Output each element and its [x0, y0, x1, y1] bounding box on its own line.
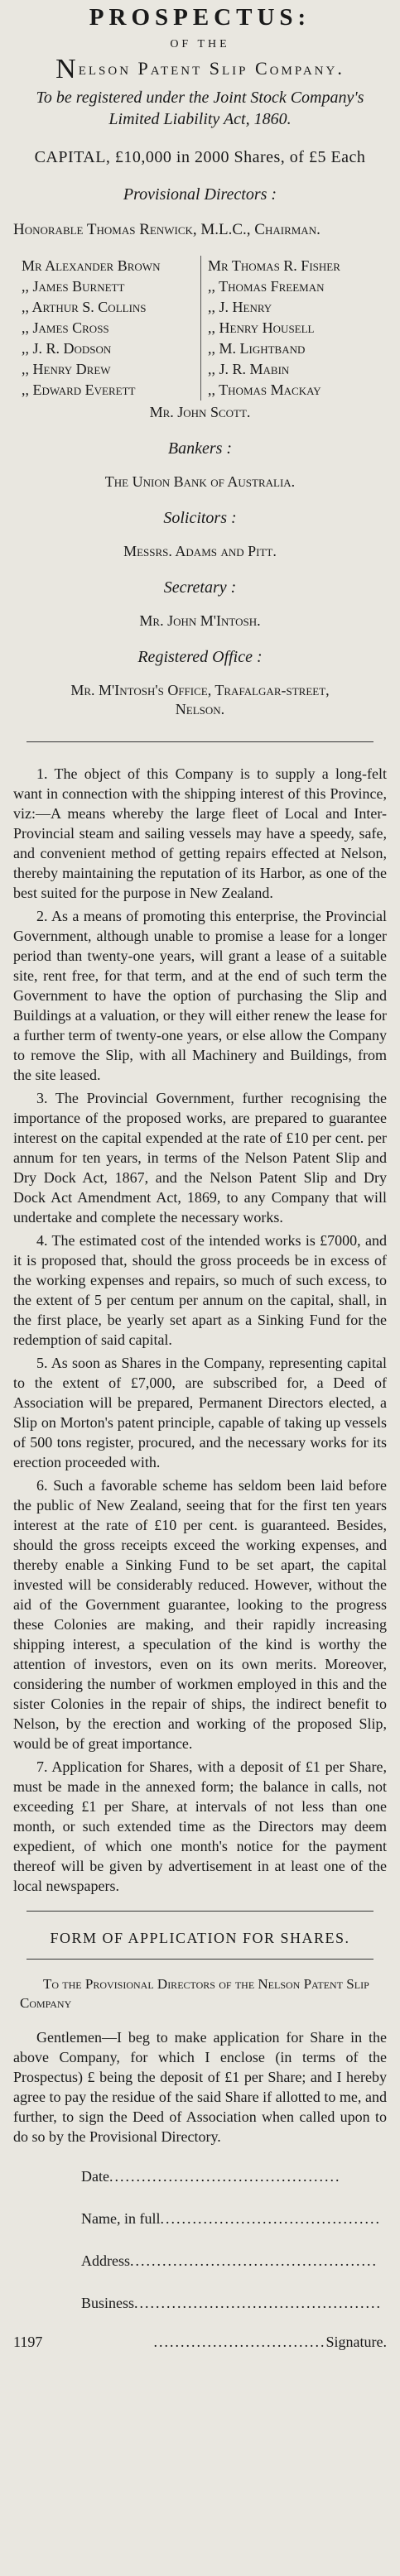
signature-row: [13, 2334, 387, 2351]
director-name: ,, M. Lightband: [208, 340, 306, 357]
paragraph: 3. The Provincial Government, further recognising the importance of the proposed works, are prepared to guarantee interest on the capital expended at the rate of £10 per cent. per annum for ten years, in terms of the Nelson Patent Slip and Dry Dock Act, 1867, and the Nelson Patent Slip and Dry Dock Act Amendment Act, 1869, to any Company that will undertake and complete the necessary works.: [13, 1090, 387, 1226]
director-name: ,, Arthur S. Collins: [22, 299, 147, 315]
business-label: Business: [81, 2295, 135, 2311]
director-name: ,, Thomas Freeman: [208, 278, 325, 295]
director-name: ,, James Cross: [22, 319, 109, 336]
date-label: Date: [81, 2168, 109, 2185]
directors-heading: Provisional Directors :: [123, 185, 277, 204]
directors-list: [22, 256, 387, 401]
form-fields: [13, 2168, 387, 2312]
business-field[interactable]: Business..............................................: [81, 2295, 383, 2311]
secretary-name: Mr. John M'Intosh.: [139, 612, 261, 629]
director-name: ,, Thomas Mackay: [208, 381, 321, 398]
bankers-name: The Union Bank of Australia.: [104, 473, 296, 490]
form-addressee: To the Provisional Directors of the Nelson Patent Slip Company: [20, 1976, 369, 2011]
solicitors-heading: Solicitors :: [163, 509, 237, 527]
name-field[interactable]: Name, in full.........................................: [81, 2210, 381, 2227]
divider: [27, 1959, 373, 1960]
bankers-heading: Bankers :: [167, 439, 233, 458]
director-name: ,, Henry Housell: [208, 319, 315, 336]
director-name: ,, J. R. Mabin: [208, 361, 290, 377]
paragraph: 7. Application for Shares, with a deposit of £1 per Share, must be made in the annexed form; the balance in calls, not exceeding £1 per Share, at intervals of not less than one month, or such extended time as the Directors may deem expedient, of which one month's notice for the payment thereof will be given by advertisement in at least one of the local newspapers.: [13, 1758, 387, 1894]
paragraph: 6. Such a favorable scheme has seldom been laid before the public of New Zealand, seeing that for the first ten years interest at the rate of £10 per cent. is guaranteed. Besides, should the gross receipts exceed the working expenses, and thereby enable a Sinking Fund to be set apart, the capital invested will be considerably reduced. However, without the aid of the Government guarantee, looking to the progress these Colonies are making, and their rapidly increasing shipping interest, a speculation of the kind is worthy the attention of investors, even on its own merits. Moreover, considering the number of workmen employed in this and the sister Colonies in the repair of ships, the indirect benefit to Nelson, by the erection and working of the proposed Slip, would be of great importance.: [13, 1477, 387, 1752]
director-name: ,, J. Henry: [208, 299, 272, 315]
office-address-line1: Mr. M'Intosh's Office, Trafalgar-street,: [70, 682, 330, 698]
paragraph: 4. The estimated cost of the intended works is £7000, and it is proposed that, should the gross proceeds be in excess of the working expenses and repairs, so much of such excess, to the extent of 5 per centum per annum on the capital, shall, in the first place, be yearly set apart as a Sinking Fund for the redemption of said capital.: [13, 1232, 387, 1348]
paragraph: 2. As a means of promoting this enterprise, the Provincial Government, although unable to promise a lease for a longer period than twenty-one years, will grant a lease of a suitable site, rent free, for that term, and at the end of such term the Government to have the option of purchasing the Slip and Buildings at a valuation, or they will either renew the lease for a further term of twenty-one years, or else allow the Company to remove the Slip, with all Machinery and Buildings, from the site leased.: [13, 908, 387, 1083]
signature-field[interactable]: ................................Signature.: [153, 2334, 387, 2350]
solicitors-name: Messrs. Adams and Pitt.: [123, 543, 277, 559]
divider: [27, 741, 373, 742]
company-name: [13, 56, 387, 82]
form-body: Gentlemen—I beg to make application for Share in the above Company, for which I enclose (in terms of the Prospectus) £ being the deposit of £1 per Share; and I hereby agree to pay the residue of the said Share if allotted to me, and further, to sign the Deed of Association when called upon to do so by the Provisional Directory.: [13, 2029, 387, 2145]
director-name: ,, Henry Drew: [22, 361, 111, 377]
address-label: Address: [81, 2252, 130, 2269]
directors-right-column: [200, 256, 387, 401]
director-name: Mr Alexander Brown: [22, 257, 161, 274]
company-name-rest: elson Patent Slip Company.: [78, 58, 345, 79]
form-title: FORM OF APPLICATION FOR SHARES.: [50, 1930, 350, 1946]
director-name-last: Mr. John Scott.: [149, 404, 251, 420]
company-initial: N: [55, 54, 79, 84]
secretary-heading: Secretary :: [163, 578, 237, 597]
divider: [27, 1911, 373, 1912]
signature-label: Signature.: [325, 2334, 387, 2350]
capital-line: CAPITAL, £10,000 in 2000 Shares, of £5 Each: [34, 148, 366, 166]
office-heading: Registered Office :: [137, 648, 263, 666]
date-field[interactable]: Date...........................................: [81, 2168, 341, 2185]
paragraph: 5. As soon as Shares in the Company, representing capital to the extent of £7,000, are subscribed for, a Deed of Association will be prepared, Permanent Directors elected, a Slip on Morton's patent principle, capable of taking up vessels of 500 tons register, procured, and the necessary works for its erection proceeded with.: [13, 1355, 387, 1470]
of-the-line: OF THE: [170, 38, 230, 50]
chairman-line: Honorable Thomas Renwick, M.L.C., Chairman.: [13, 221, 320, 238]
director-name: ,, Edward Everett: [22, 381, 136, 398]
paragraph: 1. The object of this Company is to supply a long-felt want in connection with the shipping interest of this Province, viz:—A means whereby the large fleet of Local and Inter-Provincial steam and sailing vessels may have a speedy, safe, and convenient method of getting repairs effected at Nelson, thereby maintaining the reputation of its Harbor, as one of the best suited for the purpose in New Zealand.: [13, 765, 387, 901]
director-name: ,, J. R. Dodson: [22, 340, 112, 357]
registration-note: To be registered under the Joint Stock Company's Limited Liability Act, 1860.: [36, 89, 364, 128]
directors-left-column: [22, 256, 200, 401]
name-label: Name, in full: [81, 2210, 161, 2227]
address-field[interactable]: Address..............................................: [81, 2252, 378, 2269]
office-address-line2: Nelson.: [175, 701, 225, 717]
reference-number: 1197: [13, 2334, 43, 2350]
director-name: Mr Thomas R. Fisher: [208, 257, 340, 274]
director-name: ,, James Burnett: [22, 278, 125, 295]
prospectus-title: PROSPECTUS:: [89, 4, 311, 31]
